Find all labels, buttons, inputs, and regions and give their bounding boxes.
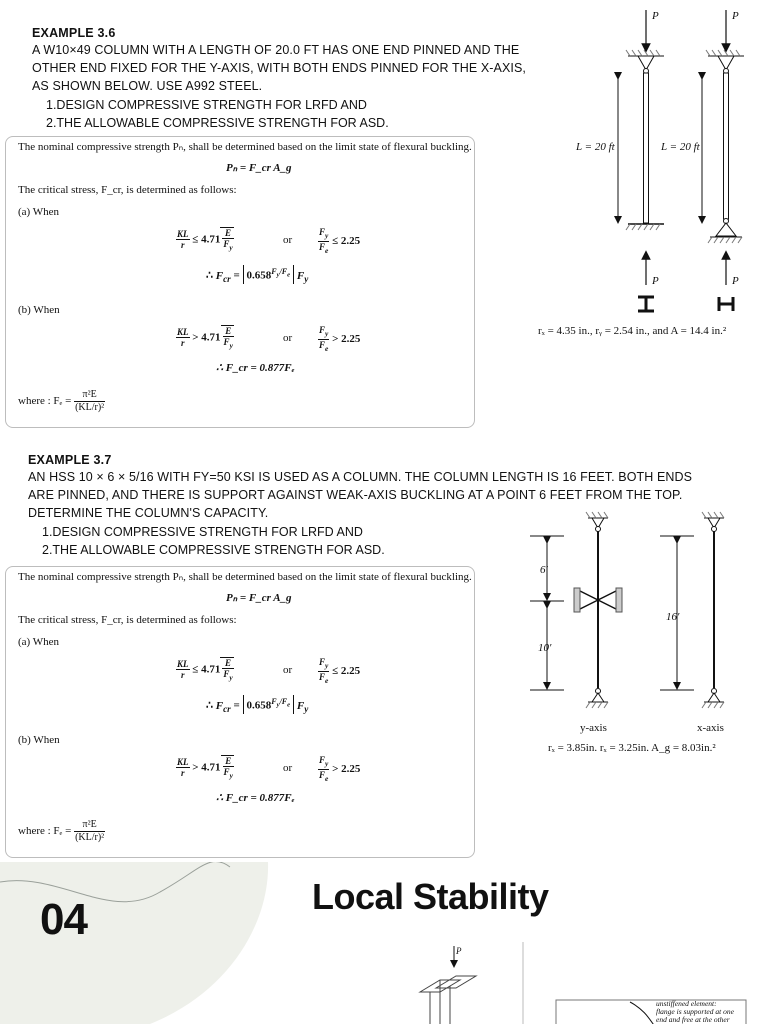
formula-intro: The nominal compressive strength Pₙ, shall be determined based on the limit state of flexural buckling. <box>18 141 472 153</box>
or-label: or <box>283 332 293 344</box>
task-item: 2.THE ALLOWABLE COMPRESSIVE STRENGTH FOR ASD. <box>46 116 389 130</box>
condition-b: $\frac{KL}{r}$ > 4.71 $\frac{E}{F_y}$ <box>177 756 233 780</box>
case-a-label: (a) When <box>18 636 60 648</box>
where-fe: where : Fₑ = $\frac{\text{π²E}}{\text{(KL/r)²}}$ <box>18 389 105 413</box>
load-label: P <box>652 10 659 22</box>
section-properties: rₓ = 3.85in. rₓ = 3.25in. A_g = 8.03in.² <box>548 742 716 754</box>
result-a: ∴ $F_{cr} = 0.658^{F_y/F_e}$ $F_y$ <box>206 697 309 714</box>
load-label: P <box>732 275 739 287</box>
dimension-top: 6′ <box>540 564 548 576</box>
column-figure-3-6 <box>520 0 768 345</box>
y-axis-label: y-axis <box>580 722 607 734</box>
statement-line: A W10×49 COLUMN WITH A LENGTH OF 20.0 FT HAS ONE END PINNED AND THE <box>32 43 520 57</box>
condition-b-ratio: $\frac{F_y}{F_e}$ > 2.25 <box>319 755 361 783</box>
result-a: ∴ $F_{cr} = 0.658^{F_y/F_e}$ $F_y$ <box>206 267 309 284</box>
example-3-6-statement <box>32 41 526 95</box>
condition-a-ratio: $\frac{F_y}{F_e}$ ≤ 2.25 <box>319 227 361 255</box>
section-number: 04 <box>40 895 87 944</box>
formula-box <box>5 566 475 858</box>
dimension-full: 16′ <box>666 611 680 623</box>
or-label: or <box>283 762 293 774</box>
column-figure-3-7 <box>520 510 768 740</box>
section-properties: rₓ = 4.35 in., rᵧ = 2.54 in., and A = 14.4 in.² <box>538 325 727 337</box>
example-3-7-title: EXAMPLE 3.7 <box>28 453 112 467</box>
case-a-label: (a) When <box>18 206 60 218</box>
task-item: 1.DESIGN COMPRESSIVE STRENGTH FOR LRFD AND <box>42 525 363 539</box>
condition-b-ratio: $\frac{F_y}{F_e}$ > 2.25 <box>319 325 361 353</box>
equation-pn: Pₙ = F_cr A_g <box>226 592 292 604</box>
dimension-bottom: 10′ <box>538 642 552 654</box>
formula-box <box>5 136 475 428</box>
task-item: 1.DESIGN COMPRESSIVE STRENGTH FOR LRFD AND <box>46 98 367 112</box>
condition-a: $\frac{KL}{r}$ ≤ 4.71 $\frac{E}{F_y}$ <box>177 228 233 252</box>
length-label-right: L = 20 ft <box>661 141 700 153</box>
example-3-7-tasks <box>42 523 385 559</box>
critical-stress-text: The critical stress, F_cr, is determined as follows: <box>18 184 237 196</box>
example-3-6-tasks <box>46 96 389 132</box>
condition-a: $\frac{KL}{r}$ ≤ 4.71 $\frac{E}{F_y}$ <box>177 658 233 682</box>
statement-line: OTHER END FIXED FOR THE Y-AXIS, WITH BOTH ENDS PINNED FOR THE X-AXIS, <box>32 61 527 75</box>
statement-line: AN HSS 10 × 6 × 5/16 WITH FY=50 KSI IS USED AS A COLUMN. THE COLUMN LENGTH IS 16 FEET. BOTH ENDS <box>28 470 693 484</box>
condition-b: $\frac{KL}{r}$ > 4.71 $\frac{E}{F_y}$ <box>177 326 233 350</box>
length-label-left: L = 20 ft <box>576 141 615 153</box>
statement-line: ARE PINNED, AND THERE IS SUPPORT AGAINST WEAK-AXIS BUCKLING AT A POINT 6 FEET FROM THE TOP. <box>28 488 683 502</box>
example-3-6-title: EXAMPLE 3.6 <box>32 26 116 40</box>
unstiffened-note: unstiffened element: flange is supported at one end and free at the other <box>656 999 734 1024</box>
section-title: Local Stability <box>312 876 549 917</box>
or-label: or <box>283 664 293 676</box>
formula-intro: The nominal compressive strength Pₙ, shall be determined based on the limit state of flexural buckling. <box>18 571 472 583</box>
case-b-label: (b) When <box>18 304 60 316</box>
critical-stress-text: The critical stress, F_cr, is determined as follows: <box>18 614 237 626</box>
load-label: P <box>456 946 462 956</box>
statement-line: DETERMINE THE COLUMN'S CAPACITY. <box>28 506 269 520</box>
case-b-label: (b) When <box>18 734 60 746</box>
load-label: P <box>732 10 739 22</box>
statement-line: AS SHOWN BELOW. USE A992 STEEL. <box>32 79 263 93</box>
result-b: ∴ F_cr = 0.877Fₑ <box>216 792 295 804</box>
load-label: P <box>652 275 659 287</box>
task-item: 2.THE ALLOWABLE COMPRESSIVE STRENGTH FOR ASD. <box>42 543 385 557</box>
result-b: ∴ F_cr = 0.877Fₑ <box>216 362 295 374</box>
or-label: or <box>283 234 293 246</box>
condition-a-ratio: $\frac{F_y}{F_e}$ ≤ 2.25 <box>319 657 361 685</box>
where-fe: where : Fₑ = $\frac{\text{π²E}}{\text{(KL/r)²}}$ <box>18 819 105 843</box>
x-axis-label: x-axis <box>697 722 724 734</box>
equation-pn: Pₙ = F_cr A_g <box>226 162 292 174</box>
